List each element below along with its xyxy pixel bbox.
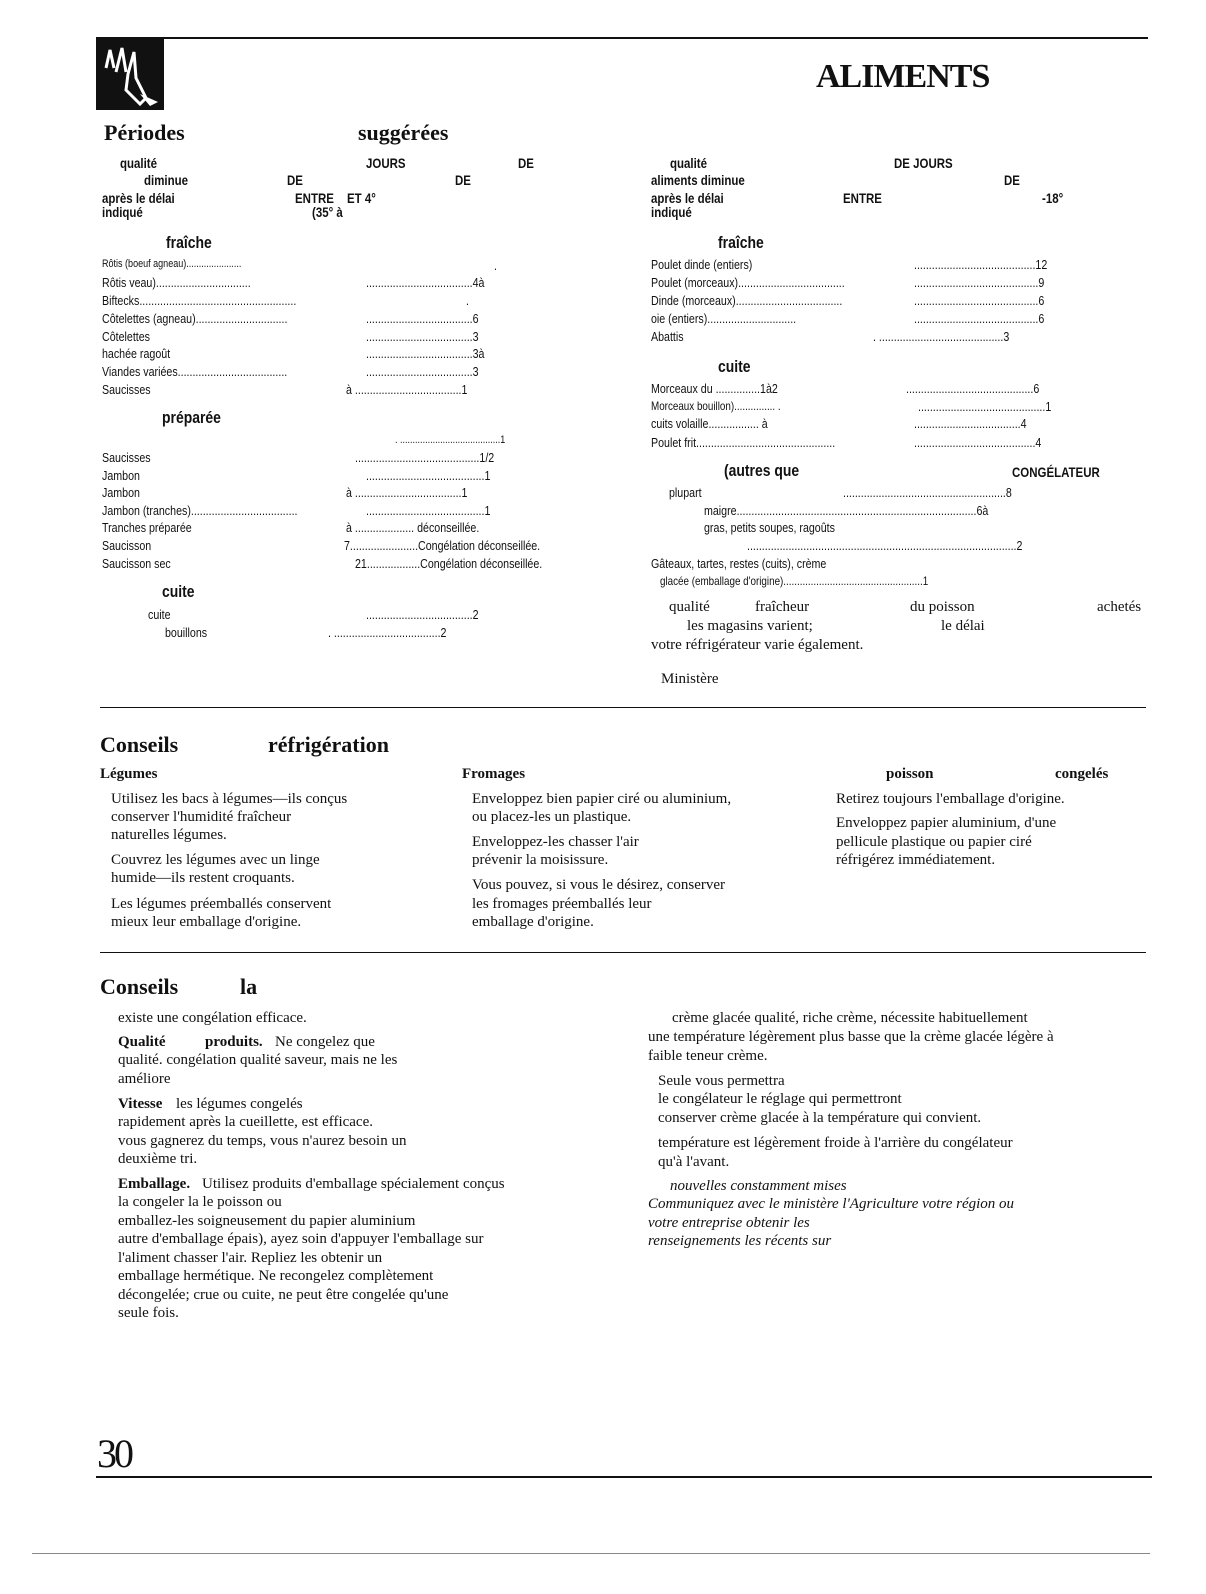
- list-item: Morceaux du ...............1à2: [651, 381, 778, 396]
- list-item: glacée (emballage d'origine)...................................................1: [660, 574, 929, 588]
- fridge-head: DE: [287, 172, 303, 188]
- list-item-value: ....................................3: [366, 329, 479, 344]
- freeze-subhead: Emballage.: [118, 1176, 191, 1192]
- page-title: ALIMENTS: [816, 58, 990, 95]
- list-item-value: à .................... déconseillée.: [346, 520, 480, 535]
- list-item-value: .: [494, 258, 497, 273]
- list-item: Rôtis veau)................................: [102, 275, 251, 290]
- list-item-value: ..........................................6: [914, 311, 1045, 326]
- legumes-text: conserver l'humidité fraîcheur: [111, 809, 292, 825]
- fridge-tips-heading: Conseils: [100, 732, 179, 757]
- freeze-text: une température légèrement plus basse que la crème glacée légère à: [648, 1029, 1054, 1045]
- note-text: du poisson: [910, 599, 975, 615]
- freeze-text: améliore: [118, 1071, 171, 1087]
- freeze-text: température est légèrement froide à l'arrière du congélateur: [658, 1135, 1013, 1151]
- freeze-note: votre entreprise obtenir les: [648, 1215, 810, 1231]
- fridge-head: DE: [518, 155, 534, 171]
- list-item: Abattis: [651, 329, 684, 344]
- freezer-head: ENTRE: [843, 190, 882, 206]
- freeze-note: nouvelles constamment mises: [670, 1178, 847, 1194]
- list-item-value: ..........................................1/2: [355, 450, 495, 465]
- list-item: maigre.................................................................................6à: [704, 503, 989, 518]
- fromages-text: Enveloppez-les chasser l'air: [472, 834, 639, 850]
- list-item: Côtelettes (agneau)...............................: [102, 311, 288, 326]
- list-item-value: ....................................3: [366, 364, 479, 379]
- list-item: Côtelettes: [102, 329, 151, 344]
- list-item-value: . ........................................1: [395, 434, 506, 446]
- list-item-value: à ....................................1: [346, 485, 468, 500]
- section-rule: [100, 707, 1146, 708]
- freezer-head: aliments diminue: [651, 172, 745, 188]
- list-item: Viandes variées.....................................: [102, 364, 288, 379]
- list-item-value: . ..........................................3: [873, 329, 1010, 344]
- poisson-title: congelés: [1055, 766, 1109, 782]
- list-item-value: ...........................................6: [906, 381, 1040, 396]
- legumes-title: Légumes: [100, 766, 158, 782]
- poisson-title: poisson: [886, 766, 934, 782]
- list-item: plupart: [669, 485, 702, 500]
- freeze-text: vous gagnerez du temps, vous n'aurez besoin un: [118, 1133, 407, 1149]
- freezer-head: après le délai: [651, 190, 724, 206]
- list-item: bouillons: [165, 625, 208, 640]
- list-item-value: . ....................................2: [328, 625, 447, 640]
- list-item: Morceaux bouillon)............... .: [651, 399, 781, 413]
- note-text: qualité: [669, 599, 710, 615]
- list-item-value: ....................................6: [366, 311, 479, 326]
- hand-logo-icon: [96, 38, 164, 110]
- legumes-text: Les légumes préemballés conservent: [111, 896, 332, 912]
- top-rule: [96, 37, 1148, 39]
- note-text: achetés: [1097, 599, 1142, 615]
- list-item-value: ........................................1: [366, 468, 491, 483]
- legumes-text: Utilisez les bacs à légumes—ils conçus: [111, 791, 348, 807]
- freeze-note: renseignements les récents sur: [648, 1233, 832, 1249]
- list-item: Gâteaux, tartes, restes (cuits), crème: [651, 556, 827, 571]
- list-item: Poulet (morceaux)....................................: [651, 275, 845, 290]
- list-item-value: ........................................1: [366, 503, 491, 518]
- freezer-head: DE: [1004, 172, 1020, 188]
- fridge-head: (35° à: [312, 204, 343, 220]
- freeze-text: décongelée; crue ou cuite, ne peut être congelée qu'une: [118, 1287, 449, 1303]
- freeze-text: Ne congelez que: [275, 1034, 375, 1050]
- freeze-text: Seule vous permettra: [658, 1073, 785, 1089]
- list-item: Jambon: [102, 468, 140, 483]
- list-item: cuits volaille................. à: [651, 416, 768, 431]
- fridge-head: ET 4°: [347, 190, 376, 206]
- footer-rule: [96, 1476, 1152, 1478]
- fridge-head: JOURS: [366, 155, 406, 171]
- storage-heading-right: suggérées: [358, 120, 449, 145]
- freeze-text: seule fois.: [118, 1305, 179, 1321]
- list-item: Poulet frit...............................................: [651, 435, 836, 450]
- freezer-head: -18°: [1042, 190, 1064, 206]
- list-item: Poulet dinde (entiers): [651, 257, 753, 272]
- note-text: fraîcheur: [755, 599, 810, 615]
- list-item: Jambon (tranches)....................................: [102, 503, 298, 518]
- list-item: Saucisses: [102, 450, 151, 465]
- list-item: Jambon: [102, 485, 140, 500]
- fromages-title: Fromages: [462, 766, 526, 782]
- freeze-subhead: Vitesse: [118, 1096, 163, 1112]
- list-item-value: ..........................................9: [914, 275, 1045, 290]
- page-number: 30: [97, 1431, 131, 1476]
- list-item: Biftecks.....................................................: [102, 293, 297, 308]
- fridge-tips-heading: réfrigération: [268, 732, 389, 757]
- fridge-head: indiqué: [102, 204, 143, 220]
- freeze-tips-heading: la: [240, 974, 258, 999]
- list-item-value: ....................................2: [366, 607, 479, 622]
- list-item-value: ...........................................1: [918, 399, 1052, 414]
- list-item-value: ..........................................6: [914, 293, 1045, 308]
- freeze-text: Utilisez produits d'emballage spécialement conçus: [202, 1176, 505, 1192]
- fridge-head: après le délai: [102, 190, 175, 206]
- freezer-head: indiqué: [651, 204, 692, 220]
- freeze-text: le congélateur le réglage qui permettront: [658, 1091, 902, 1107]
- fromages-text: Vous pouvez, si vous le désirez, conserver: [472, 877, 725, 893]
- list-item-value: .: [466, 293, 469, 308]
- poisson-text: Enveloppez papier aluminium, d'une: [836, 815, 1057, 831]
- freeze-text: faible teneur crème.: [648, 1048, 768, 1064]
- freeze-subhead: produits.: [205, 1034, 263, 1050]
- freeze-text: deuxième tri.: [118, 1151, 198, 1167]
- fridge-head: diminue: [144, 172, 189, 188]
- fridge-head: qualité: [120, 155, 158, 171]
- freeze-text: la congeler la le poisson ou: [118, 1194, 282, 1210]
- freeze-text: rapidement après la cueillette, est efficace.: [118, 1114, 373, 1130]
- list-item-value: ...........................................................................................2: [747, 538, 1023, 553]
- list-item: Dinde (morceaux)....................................: [651, 293, 843, 308]
- note-text: les magasins varient;: [687, 618, 813, 634]
- fridge-head: DE: [455, 172, 471, 188]
- list-item: cuite: [148, 607, 171, 622]
- cooked-meat-title: cuite: [162, 582, 195, 601]
- list-item-value: 21..................Congélation déconseillée.: [355, 556, 543, 571]
- poisson-text: réfrigérez immédiatement.: [836, 852, 996, 868]
- note-text: le délai: [941, 618, 985, 634]
- freeze-note: Communiquez avec le ministère l'Agriculture votre région ou: [648, 1196, 1015, 1212]
- list-item-value: .........................................12: [914, 257, 1048, 272]
- list-item: hachée ragoût: [102, 346, 171, 361]
- freeze-text: emballez-les soigneusement du papier aluminium: [118, 1213, 416, 1229]
- fromages-text: les fromages préemballés leur: [472, 896, 652, 912]
- note-text: Ministère: [661, 671, 719, 687]
- freeze-tips-heading: Conseils: [100, 974, 179, 999]
- freeze-text: qu'à l'avant.: [658, 1154, 730, 1170]
- fromages-text: prévenir la moisissure.: [472, 852, 609, 868]
- freeze-text: l'aliment chasser l'air. Repliez les obtenir un: [118, 1250, 383, 1266]
- other-title: (autres que: [724, 461, 800, 480]
- freeze-text: crème glacée qualité, riche crème, nécessite habituellement: [672, 1010, 1028, 1026]
- legumes-text: naturelles légumes.: [111, 827, 227, 843]
- freeze-subhead: Qualité: [118, 1034, 166, 1050]
- fresh-meat-title: fraîche: [166, 233, 212, 252]
- list-item: oie (entiers)..............................: [651, 311, 797, 326]
- list-item-value: ....................................3à: [366, 346, 485, 361]
- list-item: Saucisson: [102, 538, 152, 553]
- cooked-poultry-title: cuite: [718, 357, 751, 376]
- list-item-value: ....................................4à: [366, 275, 485, 290]
- freeze-text: existe une congélation efficace.: [118, 1010, 307, 1026]
- legumes-text: humide—ils restent croquants.: [111, 870, 295, 886]
- legumes-text: mieux leur emballage d'origine.: [111, 914, 302, 930]
- prepared-meat-title: préparée: [162, 408, 221, 427]
- list-item-value: à ....................................1: [346, 382, 468, 397]
- section-rule: [100, 952, 1146, 953]
- storage-heading-left: Périodes: [104, 120, 185, 145]
- freeze-text: emballage hermétique. Ne recongelez complètement: [118, 1268, 434, 1284]
- poisson-text: Retirez toujours l'emballage d'origine.: [836, 791, 1065, 807]
- fromages-text: Enveloppez bien papier ciré ou aluminium,: [472, 791, 732, 807]
- poisson-text: pellicule plastique ou papier ciré: [836, 834, 1032, 850]
- fridge-head: ENTRE: [295, 190, 334, 206]
- list-item: Saucisson sec: [102, 556, 171, 571]
- freeze-text: les légumes congelés: [176, 1096, 303, 1112]
- freeze-text: autre d'emballage épais), ayez soin d'appuyer l'emballage sur: [118, 1231, 484, 1247]
- list-item-value: .........................................4: [914, 435, 1042, 450]
- list-item: gras, petits soupes, ragoûts: [704, 520, 835, 535]
- other-title-right: CONGÉLATEUR: [1012, 464, 1100, 480]
- list-item-value: .......................................................8: [843, 485, 1012, 500]
- note-text: votre réfrigérateur varie également.: [651, 637, 864, 653]
- freezer-head: qualité: [670, 155, 708, 171]
- fromages-text: ou placez-les un plastique.: [472, 809, 632, 825]
- list-item: Tranches préparée: [102, 520, 192, 535]
- bottom-rule: [32, 1553, 1150, 1554]
- list-item: Rôtis (boeuf agneau)......................: [102, 258, 242, 270]
- freezer-head: DE JOURS: [894, 155, 953, 171]
- freeze-text: conserver crème glacée à la température qui convient.: [658, 1110, 982, 1126]
- list-item: Saucisses: [102, 382, 151, 397]
- list-item-value: ....................................4: [914, 416, 1027, 431]
- legumes-text: Couvrez les légumes avec un linge: [111, 852, 320, 868]
- list-item-value: 7.......................Congélation déconseillée.: [344, 538, 541, 553]
- fresh-poultry-title: fraîche: [718, 233, 764, 252]
- fromages-text: emballage d'origine.: [472, 914, 594, 930]
- freeze-text: qualité. congélation qualité saveur, mais ne les: [118, 1052, 398, 1068]
